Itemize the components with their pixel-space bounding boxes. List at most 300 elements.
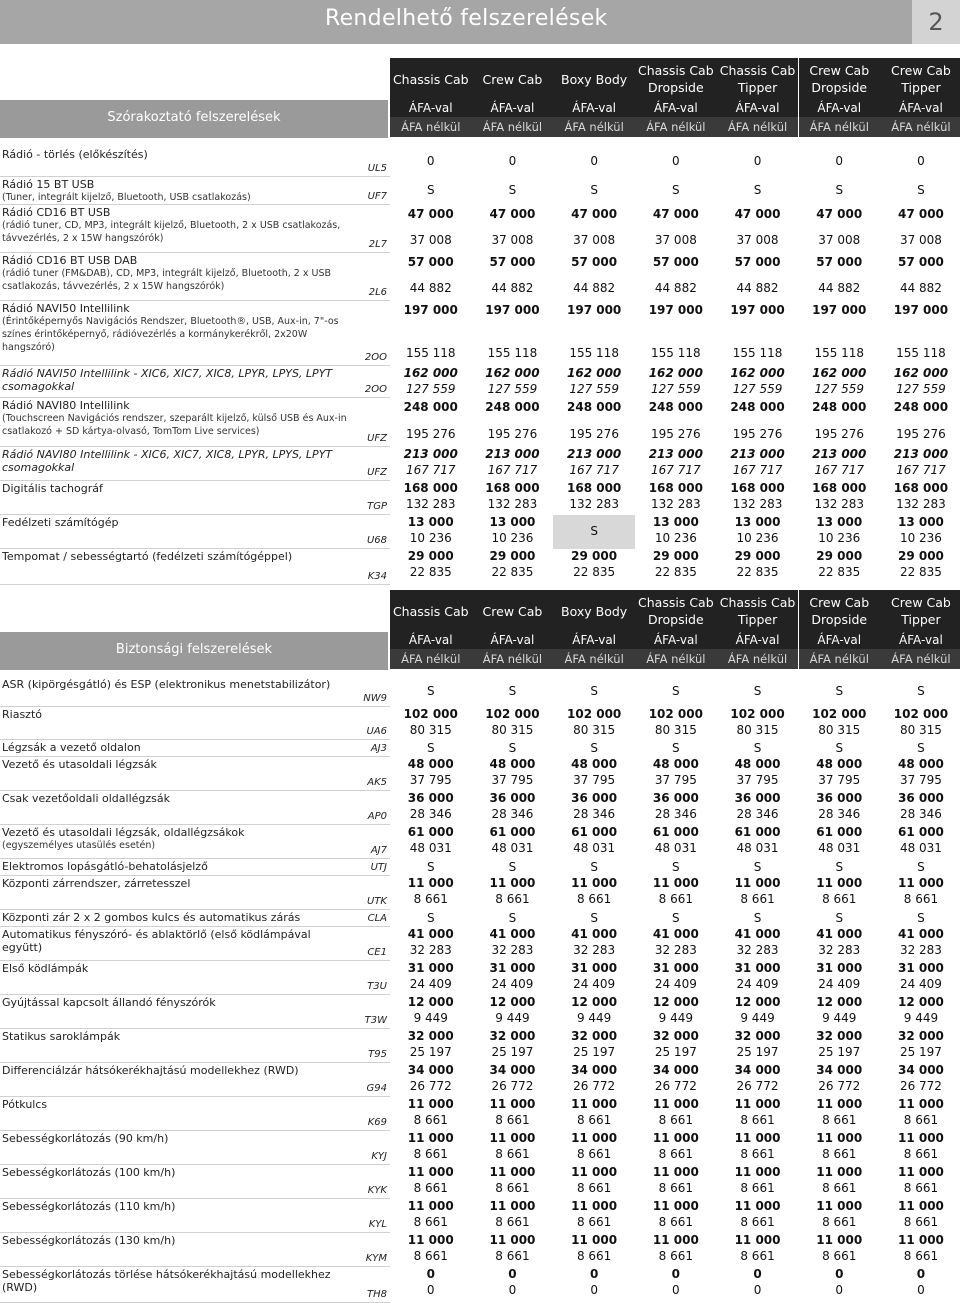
price-gross: 13 000 — [652, 515, 699, 529]
price-net: 0 — [835, 1283, 844, 1297]
price-net: 8 661 — [413, 892, 448, 906]
price-gross: 11 000 — [652, 1131, 699, 1145]
price-net: 132 283 — [814, 497, 865, 511]
price-net: 8 661 — [576, 1181, 612, 1195]
column-header — [390, 590, 472, 632]
option-code: UTJ — [370, 862, 387, 873]
price-gross: 11 000 — [734, 1199, 781, 1213]
price-net: 127 559 — [487, 382, 538, 396]
price-gross: 61 000 — [816, 825, 863, 839]
price-gross: 248 000 — [648, 400, 703, 414]
price-gross: 11 000 — [816, 876, 863, 890]
price-gross: 11 000 — [571, 1199, 618, 1213]
price-net: 8 661 — [658, 1249, 694, 1263]
row-description — [2, 302, 347, 354]
price-net: 8 661 — [413, 1249, 448, 1263]
option-code: T3W — [364, 1015, 387, 1026]
row-subtitle: (rádió tuner (FM&DAB), CD, MP3, integrált kijelző, Bluetooth, 2 x USB csatlakozás, távvezérlés, 2 x 15W hangszórók) — [2, 268, 331, 292]
price-gross: 162 000 — [567, 366, 622, 380]
price-net: 10 236 — [654, 531, 697, 545]
afa-nelkul-label: ÁFA nélkül — [635, 649, 717, 669]
price-net: 8 661 — [576, 892, 612, 906]
afa-nelkul-label: ÁFA nélkül — [553, 649, 635, 669]
price-net: 132 283 — [487, 497, 538, 511]
row-title: Sebességkorlátozás (130 km/h) — [2, 1234, 176, 1247]
price-net: 127 559 — [569, 382, 619, 396]
price-net: 8 661 — [495, 1113, 530, 1127]
price-gross: 197 000 — [893, 303, 949, 317]
price-gross: 11 000 — [489, 1233, 536, 1247]
price-gross: 48 000 — [571, 757, 618, 771]
price-gross: 213 000 — [485, 447, 540, 461]
price-cell: S — [835, 740, 844, 755]
price-net: 37 008 — [899, 233, 942, 247]
price-gross: 41 000 — [571, 927, 618, 941]
price-gross: 162 000 — [403, 366, 458, 380]
row-description — [2, 1268, 352, 1294]
price-net: 9 449 — [822, 1011, 857, 1025]
table-row — [0, 740, 960, 757]
price-gross: 47 000 — [652, 207, 699, 221]
price-net: 22 835 — [899, 565, 942, 579]
afa-val-label: ÁFA-val — [880, 631, 960, 649]
afa-val-label: ÁFA-val — [472, 99, 554, 117]
price-net: 80 315 — [409, 723, 452, 737]
afa-val-label: ÁFA-val — [553, 99, 635, 117]
price-gross: 11 000 — [652, 1233, 699, 1247]
row-title: Digitális tachográf — [2, 482, 103, 495]
price-gross: 168 000 — [893, 481, 949, 495]
table-row — [0, 253, 960, 301]
price-net: 8 661 — [822, 1181, 857, 1195]
price-gross: 11 000 — [897, 1199, 944, 1213]
price-gross: 36 000 — [734, 791, 781, 805]
price-net: 48 031 — [736, 841, 779, 855]
table-row — [0, 515, 960, 549]
price-gross: 48 000 — [734, 757, 781, 771]
price-cell: S — [753, 859, 762, 874]
price-gross: 197 000 — [403, 303, 458, 317]
column-header — [472, 58, 554, 100]
price-cell: S — [753, 684, 762, 698]
price-net: 32 283 — [654, 943, 697, 957]
price-net: 37 795 — [409, 773, 452, 787]
price-gross: 36 000 — [571, 791, 618, 805]
table-row — [0, 910, 960, 927]
price-net: 155 118 — [814, 346, 865, 360]
price-net: 8 661 — [903, 1215, 939, 1229]
price-gross: 248 000 — [730, 400, 785, 414]
price-net: 32 283 — [818, 943, 861, 957]
price-gross: 11 000 — [407, 1165, 454, 1179]
price-gross: 11 000 — [734, 1233, 781, 1247]
price-gross: 102 000 — [485, 707, 540, 721]
price-net: 132 283 — [569, 497, 619, 511]
price-net: 37 795 — [491, 773, 534, 787]
price-gross: 34 000 — [897, 1063, 944, 1077]
row-title: Rádió - törlés (előkészítés) — [2, 148, 148, 161]
price-gross: 36 000 — [652, 791, 699, 805]
price-gross: 11 000 — [571, 876, 618, 890]
price-gross: 11 000 — [407, 1199, 454, 1213]
row-description — [2, 758, 352, 771]
section-title: Biztonsági felszerelések — [115, 642, 273, 657]
price-gross: 11 000 — [734, 1165, 781, 1179]
price-net: 32 283 — [409, 943, 452, 957]
price-net: 9 449 — [495, 1011, 530, 1025]
column-header — [880, 590, 960, 632]
row-title: ASR (kipörgésgátló) és ESP (elektronikus menetstabilizátor) — [2, 678, 331, 691]
row-description — [2, 516, 352, 529]
price-net: 22 835 — [654, 565, 697, 579]
price-net: 25 197 — [899, 1045, 942, 1059]
price-gross: 102 000 — [648, 707, 703, 721]
price-net: 127 559 — [732, 382, 783, 396]
price-net: 80 315 — [736, 723, 779, 737]
price-gross: 11 000 — [489, 1165, 536, 1179]
column-header — [880, 58, 960, 100]
price-cell-standard: S — [590, 524, 598, 538]
price-gross: 168 000 — [730, 481, 785, 495]
price-net: 167 717 — [896, 463, 946, 477]
price-gross: 13 000 — [734, 515, 781, 529]
price-net: 28 346 — [573, 807, 616, 821]
price-net: 28 346 — [818, 807, 861, 821]
page-title: Rendelhető felszerelések — [325, 6, 608, 31]
price-gross: 11 000 — [734, 1131, 781, 1145]
price-net: 24 409 — [736, 977, 779, 991]
price-gross: 0 — [916, 1267, 926, 1281]
table-row — [0, 1233, 960, 1267]
price-net: 9 449 — [658, 1011, 694, 1025]
price-gross: 213 000 — [567, 447, 622, 461]
price-gross: 12 000 — [489, 995, 536, 1009]
price-net: 127 559 — [896, 382, 946, 396]
price-gross: 168 000 — [812, 481, 867, 495]
column-header-label: Boxy Body — [561, 603, 628, 619]
price-net: 8 661 — [903, 1147, 939, 1161]
afa-nelkul-label: ÁFA nélkül — [880, 117, 960, 137]
option-code: T3U — [367, 981, 387, 992]
price-gross: 13 000 — [816, 515, 863, 529]
row-title: Rádió CD16 BT USB DAB — [2, 254, 138, 267]
column-header-label: Crew Cab — [482, 603, 543, 619]
table-row — [0, 205, 960, 253]
option-code: TH8 — [367, 1289, 387, 1300]
afa-nelkul-label: ÁFA nélkül — [880, 649, 960, 669]
price-net: 0 — [426, 1283, 435, 1297]
table-row — [0, 757, 960, 791]
price-gross: 32 000 — [571, 1029, 618, 1043]
price-net: 8 661 — [576, 1249, 612, 1263]
price-gross: 213 000 — [648, 447, 703, 461]
column-header-label: Crew Cab — [482, 71, 543, 87]
price-cell: 0 — [753, 154, 762, 168]
price-net: 8 661 — [576, 1147, 612, 1161]
price-cell: S — [672, 183, 680, 197]
option-code: 2OO — [364, 384, 387, 395]
table-row — [0, 927, 960, 961]
row-description — [2, 550, 352, 563]
column-header — [799, 58, 881, 100]
option-code: UL5 — [367, 163, 387, 174]
price-net: 8 661 — [822, 1215, 857, 1229]
price-net: 132 283 — [651, 497, 701, 511]
row-title: Elektromos lopásgátló-behatolásjelző — [2, 860, 208, 873]
column-header-label: Crew Cab Dropside — [809, 595, 870, 627]
option-code: AJ3 — [370, 743, 387, 754]
price-net: 44 882 — [654, 281, 697, 295]
price-net: 37 008 — [654, 233, 697, 247]
price-net: 132 283 — [896, 497, 946, 511]
column-header-label: Chassis Cab — [392, 603, 469, 619]
price-cell: S — [917, 183, 925, 197]
price-net: 155 118 — [405, 346, 456, 360]
price-gross: 61 000 — [897, 825, 944, 839]
table-row — [0, 147, 960, 177]
price-gross: 29 000 — [734, 549, 781, 563]
price-cell: S — [590, 859, 598, 874]
price-gross: 11 000 — [897, 1233, 944, 1247]
price-net: 25 197 — [573, 1045, 616, 1059]
price-net: 10 236 — [736, 531, 779, 545]
price-gross: 0 — [835, 1267, 844, 1281]
price-gross: 11 000 — [734, 876, 781, 890]
price-net: 48 031 — [491, 841, 534, 855]
price-gross: 34 000 — [734, 1063, 781, 1077]
price-net: 37 795 — [654, 773, 697, 787]
row-title: Rádió NAVI80 Intellilink - XIC6, XIC7, XIC8, LPYR, LPYS, LPYT csomagokkal — [2, 448, 333, 474]
column-header — [799, 590, 881, 632]
column-header — [472, 590, 554, 632]
price-net: 127 559 — [814, 382, 865, 396]
price-gross: 248 000 — [485, 400, 540, 414]
price-net: 8 661 — [576, 1215, 612, 1229]
price-net: 24 409 — [409, 977, 452, 991]
row-title: Fedélzeti számítógép — [2, 516, 119, 529]
price-net: 195 276 — [569, 427, 619, 441]
row-title: Sebességkorlátozás (90 km/h) — [2, 1132, 169, 1145]
price-cell: S — [835, 910, 844, 925]
column-header-label: Crew Cab Tipper — [891, 595, 951, 627]
option-code: KYJ — [371, 1151, 387, 1162]
price-net: 26 772 — [654, 1079, 697, 1093]
price-net: 48 031 — [818, 841, 861, 855]
price-net: 44 882 — [818, 281, 861, 295]
price-gross: 102 000 — [730, 707, 785, 721]
price-gross: 36 000 — [407, 791, 454, 805]
price-net: 28 346 — [736, 807, 779, 821]
price-gross: 61 000 — [407, 825, 454, 839]
row-title: Rádió 15 BT USB — [2, 178, 95, 191]
price-net: 28 346 — [654, 807, 697, 821]
option-code: AK5 — [367, 777, 387, 788]
afa-nelkul-label: ÁFA nélkül — [390, 649, 472, 669]
price-cell: S — [672, 910, 680, 925]
price-net: 167 717 — [732, 463, 783, 477]
row-description — [2, 1166, 352, 1179]
price-cell: S — [590, 740, 598, 755]
price-gross: 197 000 — [812, 303, 867, 317]
price-gross: 0 — [671, 1267, 681, 1281]
price-gross: 41 000 — [734, 927, 781, 941]
afa-val-label: ÁFA-val — [635, 99, 717, 117]
price-net: 155 118 — [732, 346, 783, 360]
price-gross: 57 000 — [407, 255, 454, 269]
price-net: 44 882 — [736, 281, 779, 295]
price-cell: S — [753, 740, 762, 755]
price-net: 8 661 — [822, 1147, 857, 1161]
row-title: Tempomat / sebességtartó (fedélzeti számítógéppel) — [2, 550, 293, 563]
price-cell: S — [508, 910, 517, 925]
price-gross: 34 000 — [571, 1063, 618, 1077]
price-net: 24 409 — [818, 977, 861, 991]
price-gross: 11 000 — [897, 1131, 944, 1145]
row-title: Sebességkorlátozás (100 km/h) — [2, 1166, 176, 1179]
option-code: NW9 — [363, 693, 387, 704]
price-gross: 61 000 — [652, 825, 699, 839]
price-net: 155 118 — [896, 346, 946, 360]
price-net: 80 315 — [654, 723, 697, 737]
price-cell: S — [672, 684, 680, 698]
price-gross: 11 000 — [816, 1233, 863, 1247]
option-code: K34 — [367, 571, 387, 582]
price-net: 24 409 — [654, 977, 697, 991]
price-net: 0 — [917, 1283, 925, 1297]
table-row — [0, 301, 960, 366]
price-gross: 11 000 — [407, 1233, 454, 1247]
price-gross: 12 000 — [407, 995, 454, 1009]
price-gross: 248 000 — [893, 400, 949, 414]
price-net: 8 661 — [740, 1249, 775, 1263]
price-net: 10 236 — [409, 531, 452, 545]
price-net: 37 008 — [818, 233, 861, 247]
price-net: 48 031 — [654, 841, 697, 855]
price-gross: 0 — [508, 1267, 517, 1281]
price-gross: 47 000 — [897, 207, 944, 221]
price-cell: 0 — [590, 154, 598, 168]
price-gross: 11 000 — [489, 1131, 536, 1145]
price-gross: 162 000 — [893, 366, 949, 380]
price-net: 8 661 — [903, 892, 939, 906]
price-gross: 213 000 — [893, 447, 949, 461]
price-net: 0 — [590, 1283, 598, 1297]
price-net: 167 717 — [814, 463, 865, 477]
price-gross: 31 000 — [816, 961, 863, 975]
price-gross: 11 000 — [571, 1165, 618, 1179]
price-net: 8 661 — [903, 1113, 939, 1127]
price-gross: 47 000 — [816, 207, 863, 221]
price-gross: 41 000 — [897, 927, 944, 941]
price-gross: 12 000 — [571, 995, 618, 1009]
price-net: 25 197 — [818, 1045, 861, 1059]
row-description — [2, 482, 352, 495]
row-title: Pótkulcs — [2, 1098, 48, 1111]
price-gross: 29 000 — [571, 549, 618, 563]
price-net: 26 772 — [409, 1079, 452, 1093]
price-net: 8 661 — [903, 1181, 939, 1195]
price-gross: 31 000 — [407, 961, 454, 975]
price-gross: 31 000 — [734, 961, 781, 975]
price-gross: 0 — [426, 1267, 435, 1281]
price-net: 8 661 — [822, 892, 857, 906]
price-gross: 11 000 — [489, 1097, 536, 1111]
column-header-label: Crew Cab Tipper — [891, 63, 951, 95]
price-net: 44 882 — [899, 281, 942, 295]
price-gross: 11 000 — [816, 1165, 863, 1179]
price-gross: 32 000 — [489, 1029, 536, 1043]
price-gross: 34 000 — [652, 1063, 699, 1077]
price-net: 8 661 — [658, 1181, 694, 1195]
afa-val-label: ÁFA-val — [799, 631, 881, 649]
row-title: Differenciálzár hátsókerékhajtású modellekhez (RWD) — [2, 1064, 299, 1077]
price-gross: 168 000 — [485, 481, 540, 495]
price-gross: 48 000 — [407, 757, 454, 771]
price-cell: S — [590, 910, 598, 925]
afa-nelkul-label: ÁFA nélkül — [635, 117, 717, 137]
price-gross: 48 000 — [897, 757, 944, 771]
row-description — [2, 1098, 352, 1111]
option-code: K69 — [367, 1117, 387, 1128]
price-net: 48 031 — [409, 841, 452, 855]
afa-nelkul-label: ÁFA nélkül — [553, 117, 635, 137]
price-cell: 0 — [917, 154, 925, 168]
price-net: 80 315 — [491, 723, 534, 737]
price-net: 9 449 — [903, 1011, 939, 1025]
price-cell: 0 — [426, 154, 435, 168]
row-description — [2, 741, 352, 754]
price-net: 10 236 — [818, 531, 861, 545]
price-gross: 48 000 — [489, 757, 536, 771]
price-gross: 11 000 — [652, 1199, 699, 1213]
price-gross: 47 000 — [489, 207, 536, 221]
price-gross: 162 000 — [648, 366, 703, 380]
price-gross: 168 000 — [567, 481, 622, 495]
afa-val-label: ÁFA-val — [799, 99, 881, 117]
price-net: 26 772 — [818, 1079, 861, 1093]
column-header — [717, 58, 799, 100]
price-net: 155 118 — [569, 346, 619, 360]
price-gross: 11 000 — [734, 1097, 781, 1111]
price-gross: 11 000 — [407, 876, 454, 890]
row-description — [2, 860, 352, 873]
price-gross: 34 000 — [489, 1063, 536, 1077]
price-net: 32 283 — [491, 943, 534, 957]
price-gross: 41 000 — [816, 927, 863, 941]
price-net: 8 661 — [495, 1215, 530, 1229]
price-net: 8 661 — [740, 892, 775, 906]
table-row — [0, 1131, 960, 1165]
row-description — [2, 1234, 352, 1247]
afa-nelkul-label: ÁFA nélkül — [390, 117, 472, 137]
price-cell: S — [917, 859, 925, 874]
price-net: 127 559 — [405, 382, 456, 396]
table-row — [0, 549, 960, 585]
page-number: 2 — [912, 0, 960, 44]
price-gross: 197 000 — [485, 303, 540, 317]
table-row — [0, 447, 960, 481]
row-title: Légzsák a vezető oldalon — [2, 741, 141, 754]
price-gross: 41 000 — [489, 927, 536, 941]
option-code: AP0 — [367, 811, 387, 822]
price-gross: 0 — [753, 1267, 762, 1281]
price-gross: 12 000 — [897, 995, 944, 1009]
price-net: 24 409 — [491, 977, 534, 991]
price-net: 37 008 — [409, 233, 452, 247]
row-description — [2, 911, 352, 924]
price-net: 8 661 — [413, 1215, 448, 1229]
price-net: 22 835 — [736, 565, 779, 579]
